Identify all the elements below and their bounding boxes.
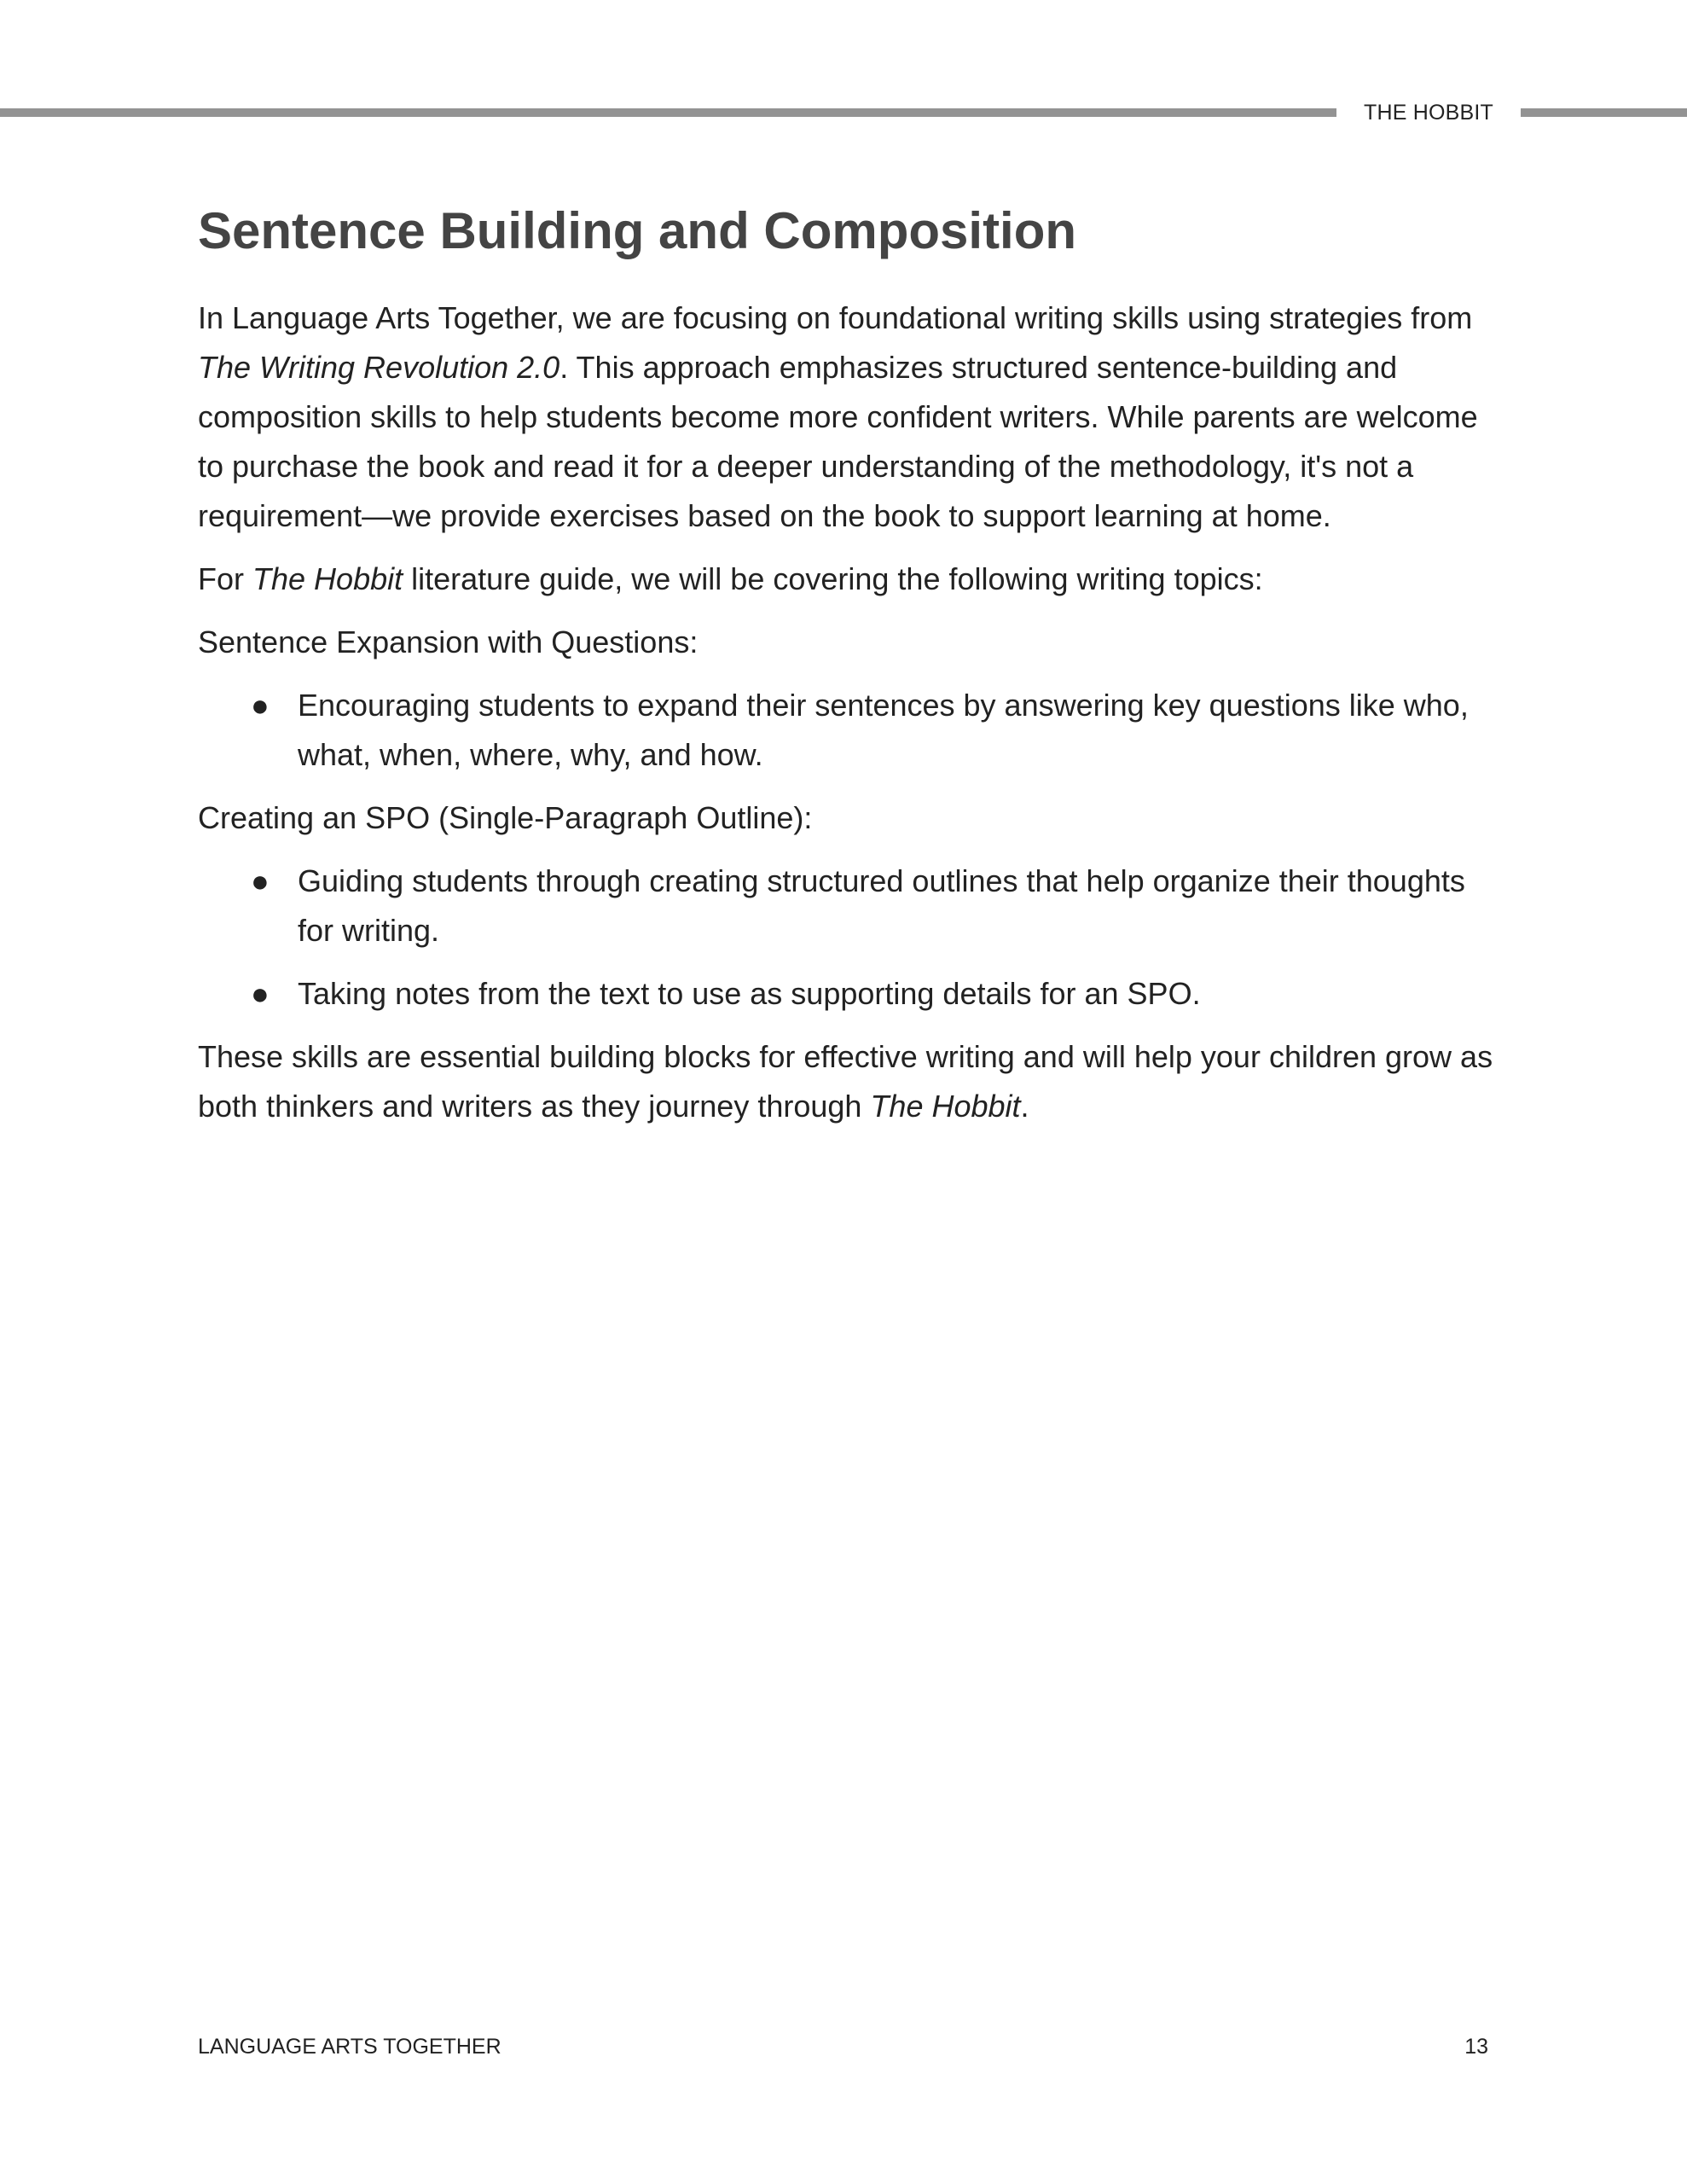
closing-book-title: The Hobbit [870,1089,1021,1124]
running-header-title: THE HOBBIT [1363,101,1493,125]
sentence-expansion-list [198,681,1494,780]
spo-list [198,857,1494,1019]
closing-text-start: These skills are essential building blocks for effective writing and will help your children grow as both thinkers and writers as they journey through [198,1039,1493,1124]
header-rule-right [1521,108,1687,117]
intro-text-end: . This approach emphasizes structured sentence-building and composition skills to help students become more confident writers. While parents are welcome to purchase the book and read it for a deeper understanding of the methodology, it's not a requirement—we provide exercises based on the book to support learning at home. [198,350,1478,533]
footer-series-title: LANGUAGE ARTS TOGETHER [198,2035,501,2059]
topics-intro-book-title: The Hobbit [252,561,403,596]
section-heading-sentence-expansion: Sentence Expansion with Questions: [198,624,699,659]
closing-paragraph [198,1032,1494,1131]
list-item [198,969,1494,1019]
intro-book-title: The Writing Revolution 2.0 [198,350,560,385]
topics-intro-start: For [198,561,253,596]
topics-intro-end: literature guide, we will be covering the following writing topics: [403,561,1263,596]
list-item [198,857,1494,956]
intro-text-start: In Language Arts Together, we are focusing on foundational writing skills using strategies from [198,300,1473,335]
list-item-text: Guiding students through creating structured outlines that help organize their thoughts for writing. [298,863,1465,948]
intro-paragraph [198,293,1494,541]
header-rule-left [0,108,1336,117]
list-item-text: Encouraging students to expand their sentences by answering key questions like who, what, when, where, why, and how. [298,688,1469,772]
list-item-text: Taking notes from the text to use as supporting details for an SPO. [298,976,1201,1011]
page-content [198,193,1494,1145]
page-title: Sentence Building and Composition [198,202,1077,259]
closing-text-end: . [1020,1089,1029,1124]
section-heading-spo: Creating an SPO (Single-Paragraph Outline): [198,800,813,835]
page-number: 13 [1464,2035,1488,2059]
list-item [198,681,1494,780]
bullet-icon: ● [251,863,270,898]
bullet-icon: ● [251,688,270,723]
topics-intro-paragraph [198,555,1494,604]
bullet-icon: ● [251,976,270,1011]
